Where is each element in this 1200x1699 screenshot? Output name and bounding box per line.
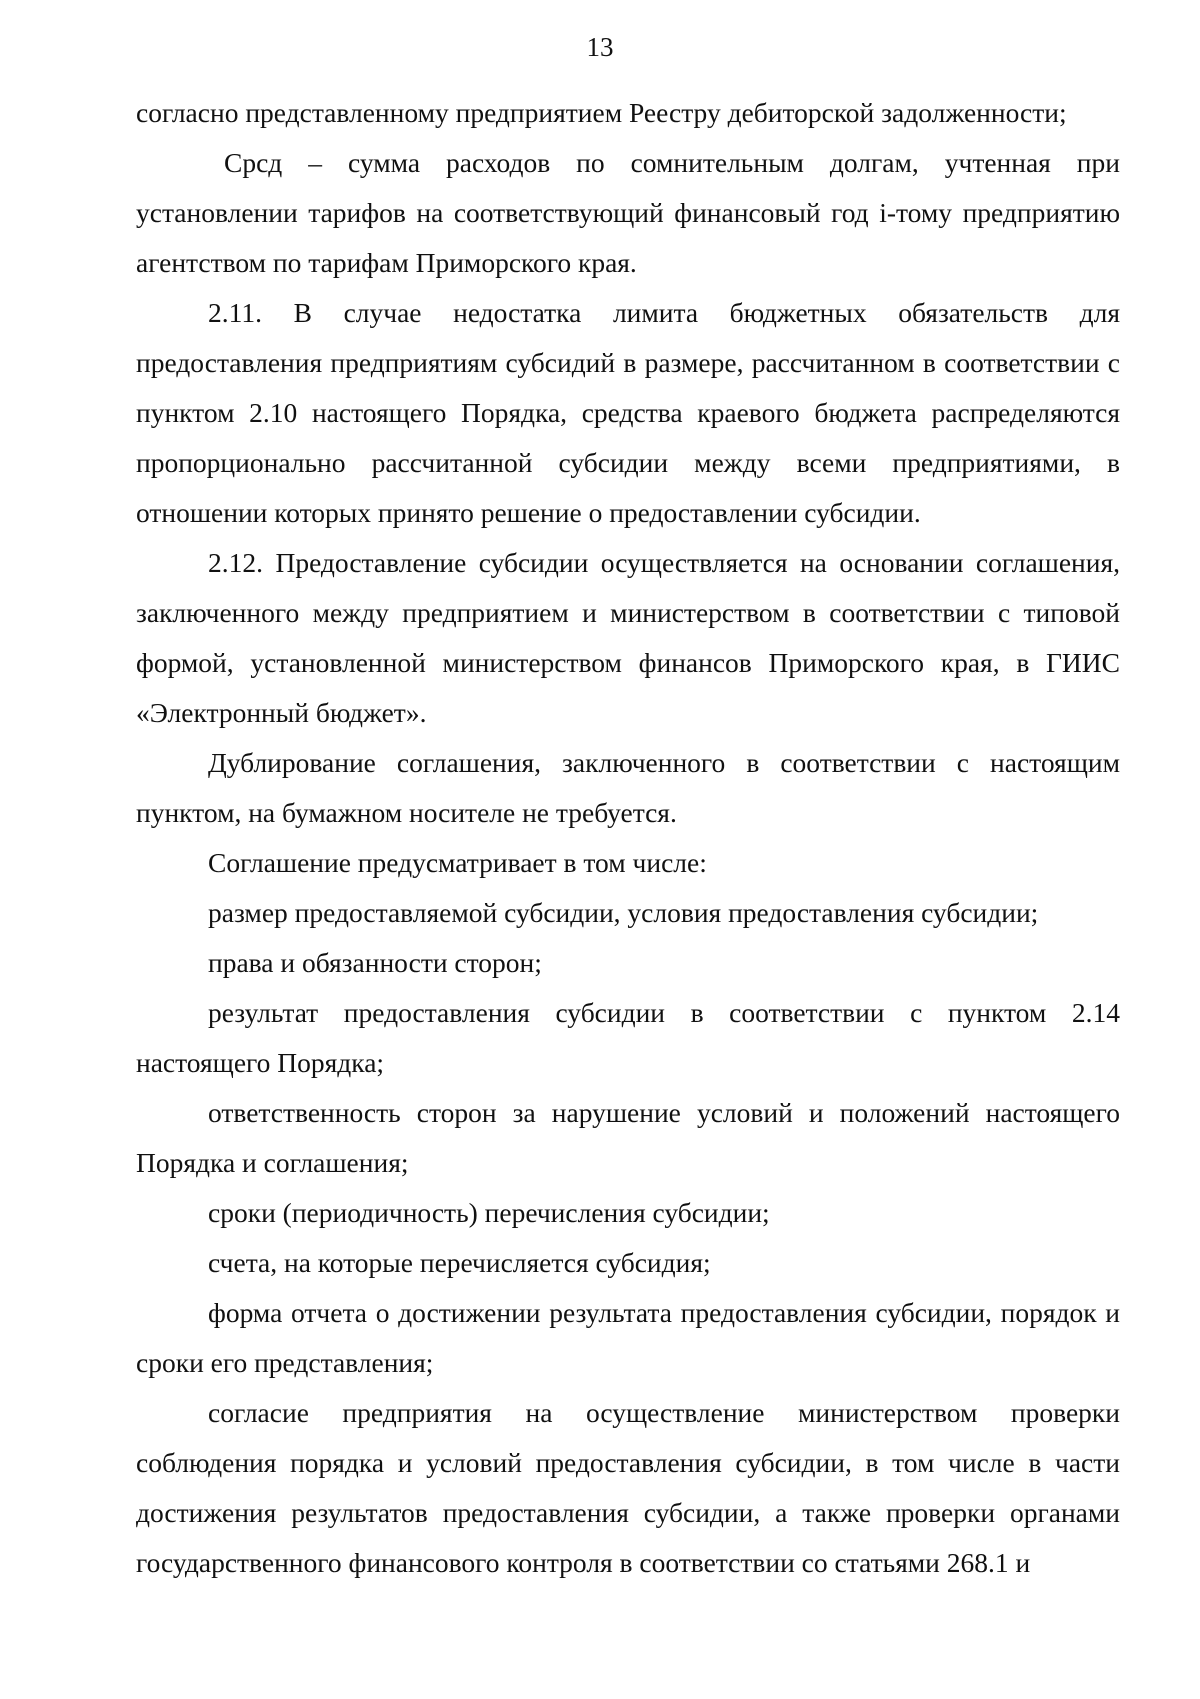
paragraph-agreement-includes: Соглашение предусматривает в том числе: [208, 847, 707, 878]
list-item-responsibility: ответственность сторон за нарушение условий и положений настоящего Порядка и соглашения; [136, 1097, 1120, 1178]
list-item-subsidy-size: размер предоставляемой субсидии, условия предоставления субсидии; [208, 897, 1039, 928]
document-body [136, 88, 1120, 1588]
list-item-accounts: счета, на которые перечисляется субсидия; [208, 1247, 711, 1278]
list-item-consent-audit: согласие предприятия на осуществление министерством проверки соблюдения порядка и условий предоставления субсидии, в том числе в части достижения результатов предоставления субсидии, а также проверки органами государственного финансового контроля в соответствии со статьями 268.1 и [136, 1397, 1120, 1578]
list-item-report-form: форма отчета о достижении результата предоставления субсидии, порядок и сроки его представления; [136, 1297, 1120, 1378]
paragraph-2-11: 2.11. В случае недостатка лимита бюджетных обязательств для предоставления предприятиям субсидий в размере, рассчитанном в соответствии с пунктом 2.10 настоящего Порядка, средства краевого бюджета распределяются пропорционально рассчитанной субсидии между всеми предприятиями, в отношении которых принято решение о предоставлении субсидии. [136, 297, 1120, 528]
paragraph-receivables-registry: согласно представленному предприятием Реестру дебиторской задолженности; [136, 97, 1067, 128]
list-item-transfer-terms: сроки (периодичность) перечисления субсидии; [208, 1197, 770, 1228]
list-item-rights-obligations: права и обязанности сторон; [208, 947, 542, 978]
paragraph-srsd-definition: Срсд – сумма расходов по сомнительным долгам, учтенная при установлении тарифов на соответствующий финансовый год i-тому предприятию агентством по тарифам Приморского края. [136, 147, 1120, 278]
paragraph-duplication: Дублирование соглашения, заключенного в соответствии с настоящим пунктом, на бумажном носителе не требуется. [136, 747, 1120, 828]
page-number: 13 [586, 32, 614, 62]
paragraph-2-12: 2.12. Предоставление субсидии осуществляется на основании соглашения, заключенного между предприятием и министерством в соответствии с типовой формой, установленной министерством финансов Приморского края, в ГИИС «Электронный бюджет». [136, 547, 1120, 728]
list-item-result: результат предоставления субсидии в соответствии с пунктом 2.14 настоящего Порядка; [136, 997, 1120, 1078]
